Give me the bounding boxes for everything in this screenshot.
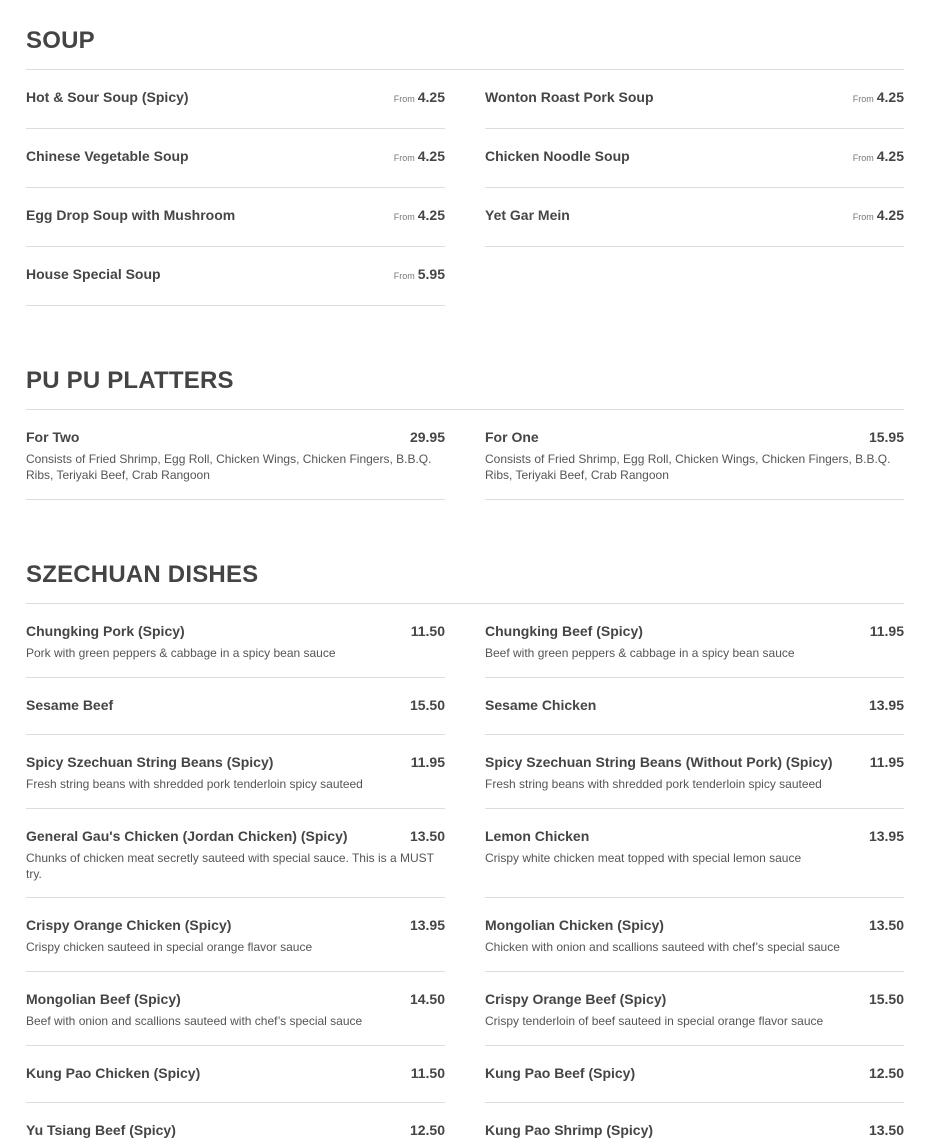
item-price: 12.50 [409, 1122, 445, 1138]
item-name: General Gau's Chicken (Jordan Chicken) (Spicy) [26, 828, 348, 844]
price-value: 4.25 [417, 207, 445, 223]
section-soup [26, 0, 904, 306]
item-name: For One [485, 429, 539, 445]
item-price: 15.50 [868, 991, 904, 1007]
item-description: Pork with green peppers & cabbage in a spicy bean sauce [26, 646, 336, 660]
item-price: 13.50 [868, 1122, 904, 1138]
item-name: Chinese Vegetable Soup [26, 148, 189, 164]
item-price: 12.50 [868, 1065, 904, 1081]
menu-item[interactable] [485, 129, 904, 188]
menu-item[interactable] [26, 972, 445, 1046]
from-label: From [393, 212, 415, 222]
item-name: Mongolian Beef (Spicy) [26, 991, 181, 1007]
menu-item[interactable] [26, 678, 445, 735]
right-column [485, 604, 904, 1143]
item-price: 14.50 [409, 991, 445, 1007]
item-description: Consists of Fried Shrimp, Egg Roll, Chicken Wings, Chicken Fingers, B.B.Q. Ribs, Teriyaki Beef, Crab Rangoon [26, 452, 432, 482]
item-price: 15.50 [409, 697, 445, 713]
item-name: Yu Tsiang Beef (Spicy) [26, 1122, 176, 1138]
section-title: SZECHUAN DISHES [26, 561, 259, 588]
item-name: For Two [26, 429, 80, 445]
item-price: 11.95 [869, 754, 904, 770]
price-value: 4.25 [417, 89, 445, 105]
menu-item[interactable] [485, 678, 904, 735]
price-value: 4.25 [876, 207, 904, 223]
item-name: Chungking Pork (Spicy) [26, 623, 185, 639]
item-price: 13.95 [868, 828, 904, 844]
menu-item[interactable] [26, 898, 445, 972]
item-description: Chunks of chicken meat secretly sauteed with special sauce. This is a MUST try. [26, 851, 434, 881]
item-price: 11.50 [410, 623, 445, 639]
left-column [26, 410, 445, 500]
item-name: Kung Pao Shrimp (Spicy) [485, 1122, 654, 1138]
menu-item[interactable] [485, 972, 904, 1046]
section-title: PU PU PLATTERS [26, 367, 234, 394]
item-name: Crispy Orange Chicken (Spicy) [26, 917, 232, 933]
item-name: Crispy Orange Beef (Spicy) [485, 991, 667, 1007]
menu-item[interactable] [485, 1103, 904, 1143]
left-column [26, 70, 445, 306]
section-title: SOUP [26, 27, 95, 54]
item-price [394, 207, 445, 223]
item-price: 13.50 [409, 828, 445, 844]
left-column [26, 604, 445, 1143]
menu-item[interactable] [26, 809, 445, 898]
menu-item[interactable] [485, 604, 904, 678]
menu-item[interactable] [485, 70, 904, 129]
item-name: Sesame Beef [26, 697, 114, 713]
item-name: Egg Drop Soup with Mushroom [26, 207, 236, 223]
price-value: 5.95 [417, 266, 445, 282]
item-description: Crispy white chicken meat topped with special lemon sauce [485, 851, 802, 865]
item-name: Kung Pao Chicken (Spicy) [26, 1065, 201, 1081]
menu-item[interactable] [485, 410, 904, 500]
section-szechuan-dishes [26, 500, 904, 1143]
item-price: 29.95 [409, 429, 445, 445]
from-label: From [393, 271, 415, 281]
item-name: Wonton Roast Pork Soup [485, 89, 654, 105]
section-pupu-platters [26, 306, 904, 500]
from-label: From [852, 94, 874, 104]
menu-item[interactable] [26, 1046, 445, 1103]
item-name: Kung Pao Beef (Spicy) [485, 1065, 636, 1081]
price-value: 4.25 [876, 89, 904, 105]
menu-item[interactable] [26, 604, 445, 678]
item-name: Spicy Szechuan String Beans (Spicy) [26, 754, 274, 770]
item-price: 11.95 [410, 754, 445, 770]
from-label: From [393, 153, 415, 163]
from-label: From [393, 94, 415, 104]
item-price [394, 266, 445, 282]
item-price [853, 207, 904, 223]
item-price [394, 148, 445, 164]
item-price: 11.95 [869, 623, 904, 639]
item-name: Chicken Noodle Soup [485, 148, 630, 164]
from-label: From [852, 153, 874, 163]
menu-item[interactable] [26, 410, 445, 500]
menu-item[interactable] [485, 1046, 904, 1103]
item-name: Sesame Chicken [485, 697, 597, 713]
item-description: Fresh string beans with shredded pork tenderloin spicy sauteed [26, 777, 363, 791]
price-value: 4.25 [417, 148, 445, 164]
menu-item[interactable] [485, 809, 904, 898]
item-name: Chungking Beef (Spicy) [485, 623, 643, 639]
item-price: 15.95 [868, 429, 904, 445]
item-name: Spicy Szechuan String Beans (Without Pork) (Spicy) [485, 754, 833, 770]
item-description: Beef with onion and scallions sauteed with chef’s special sauce [26, 1014, 363, 1028]
item-name: Yet Gar Mein [485, 207, 570, 223]
menu-item[interactable] [485, 188, 904, 247]
menu-item[interactable] [26, 1103, 445, 1143]
item-description: Chicken with onion and scallions sauteed with chef’s special sauce [485, 940, 840, 954]
menu-item[interactable] [26, 735, 445, 809]
item-name: Lemon Chicken [485, 828, 590, 844]
item-price: 13.95 [409, 917, 445, 933]
item-description: Crispy chicken sauteed in special orange flavor sauce [26, 940, 313, 954]
from-label: From [852, 212, 874, 222]
item-price [853, 148, 904, 164]
item-description: Fresh string beans with shredded pork tenderloin spicy sauteed [485, 777, 822, 791]
right-column [485, 70, 904, 306]
item-name: House Special Soup [26, 266, 161, 282]
item-name: Mongolian Chicken (Spicy) [485, 917, 664, 933]
item-price [394, 89, 445, 105]
item-price: 13.95 [868, 697, 904, 713]
price-value: 4.25 [876, 148, 904, 164]
item-description: Crispy tenderloin of beef sauteed in special orange flavor sauce [485, 1014, 824, 1028]
menu-item[interactable] [485, 735, 904, 809]
menu-item[interactable] [26, 70, 445, 129]
menu-item[interactable] [26, 188, 445, 247]
menu-item[interactable] [485, 898, 904, 972]
menu-item[interactable] [26, 247, 445, 306]
item-price: 11.50 [410, 1065, 445, 1081]
right-column [485, 410, 904, 500]
item-price [853, 89, 904, 105]
menu-item[interactable] [26, 129, 445, 188]
item-description: Consists of Fried Shrimp, Egg Roll, Chicken Wings, Chicken Fingers, B.B.Q. Ribs, Teriyaki Beef, Crab Rangoon [485, 452, 891, 482]
item-description: Beef with green peppers & cabbage in a spicy bean sauce [485, 646, 795, 660]
item-name: Hot & Sour Soup (Spicy) [26, 89, 189, 105]
item-price: 13.50 [868, 917, 904, 933]
